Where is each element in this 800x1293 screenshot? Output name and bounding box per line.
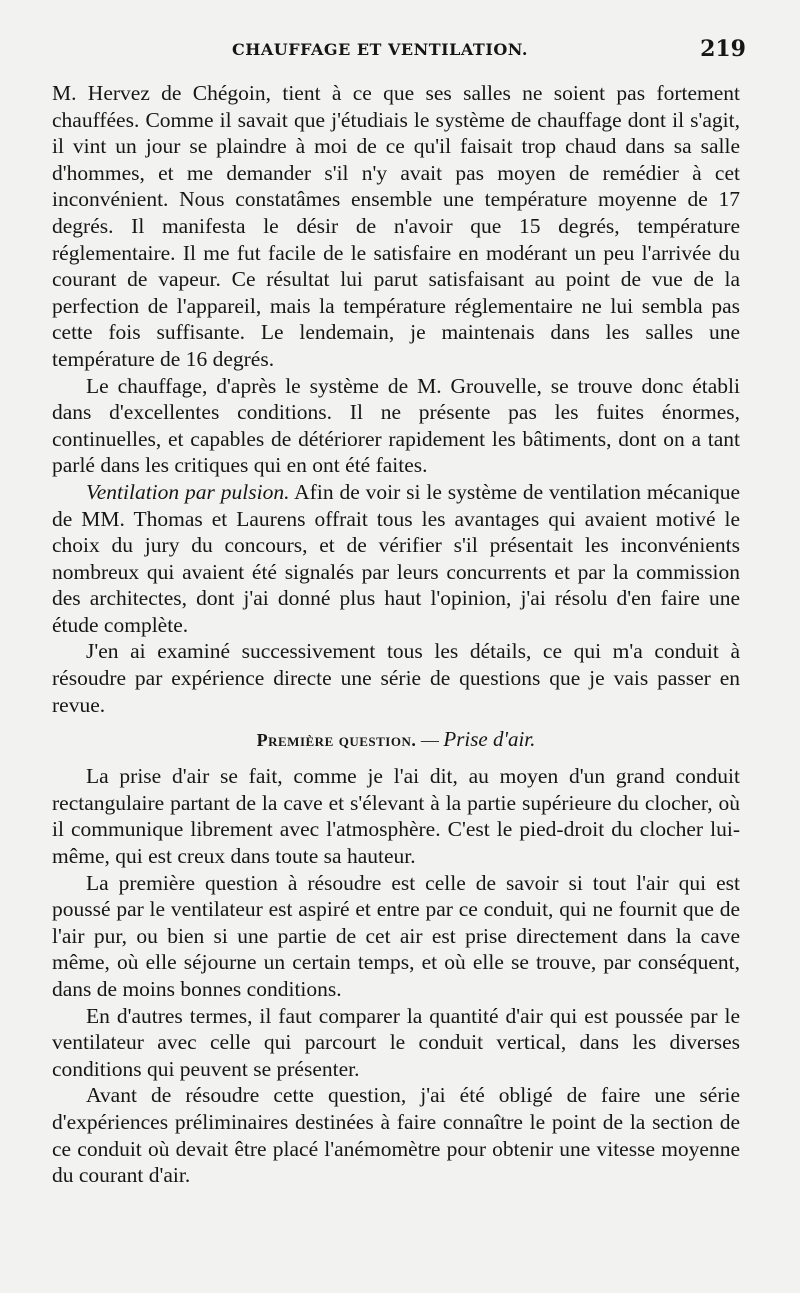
section-heading-label: Première question. xyxy=(256,730,417,751)
paragraph xyxy=(52,638,740,718)
body-text xyxy=(52,80,740,1189)
paragraph-text: Avant de résoudre cette question, j'ai été obligé de faire une série d'expériences préliminaires destinées à faire connaître le point de la section de ce conduit où devait être placé l'anémomètre pour obtenir une vitesse moyenne du courant d'air. xyxy=(52,1083,740,1188)
section-heading-title: Prise d'air. xyxy=(443,727,536,752)
book-page xyxy=(52,32,746,1262)
page-number: 219 xyxy=(700,36,746,62)
paragraph xyxy=(52,870,740,1003)
paragraph xyxy=(52,373,740,479)
paragraph-text: M. Hervez de Chégoin, tient à ce que ses salles ne soient pas fortement chauffées. Comme il savait que j'étudiais le système de chauffage dont il s'agit, il vint un jour se plaindre à moi de ce qu'il faisait trop chaud dans sa salle d'hommes, et me demander s'il n'y avait pas moyen de remédier à cet inconvénient. Nous constatâmes ensemble une température moyenne de 17 degrés. Il manifesta le désir de n'avoir que 15 degrés, température réglementaire. Il me fut facile de le satisfaire en modérant un peu l'arrivée du courant de vapeur. Ce résultat lui parut satisfaisant au point de vue de la perfection de l'appareil, mais la température réglementaire ne lui sembla pas cette fois suffisante. Le lendemain, je maintenais dans les salles une température de 16 degrés. xyxy=(52,81,740,371)
paragraph xyxy=(52,1082,740,1188)
paragraph-text: La prise d'air se fait, comme je l'ai dit, au moyen d'un grand conduit rectangulaire partant de la cave et s'élevant à la partie supérieure du clocher, où il communique librement avec l'atmosphère. C'est le pied-droit du clocher lui-même, qui est creux dans toute sa hauteur. xyxy=(52,764,740,869)
paragraph xyxy=(52,80,740,373)
paragraph xyxy=(52,479,740,639)
paragraph-text: En d'autres termes, il faut comparer la quantité d'air qui est poussée par le ventilateur avec celle qui parcourt le conduit vertical, dans les diverses conditions qui peuvent se présenter. xyxy=(52,1003,740,1081)
running-head: CHAUFFAGE ET VENTILATION. xyxy=(232,40,528,59)
section-heading-dash: — xyxy=(416,730,444,751)
paragraph-text: La première question à résoudre est celle de savoir si tout l'air qui est poussé par le ventilateur est aspiré et entre par ce conduit, qui ne fournit que de l'air pur, ou bien si une partie de cet air est prise directement dans la cave même, où elle séjourne un certain temps, et où elle se trouve, par conséquent, dans de moins bonnes conditions. xyxy=(52,870,740,1001)
paragraph-text: J'en ai examiné successivement tous les détails, ce qui m'a conduit à résoudre par expérience directe une série de questions que je vais passer en revue. xyxy=(52,639,740,717)
paragraph xyxy=(52,1003,740,1083)
paragraph xyxy=(52,763,740,869)
page-header xyxy=(52,32,746,76)
paragraph-text: Afin de voir si le système de ventilation mécanique de MM. Thomas et Laurens offrait tous les avantages qui avaient motivé le choix du jury du concours, et de vérifier s'il présentait les inconvénients nombreux qui avaient été signalés par leurs concurrents et par la commission des architectes, dont j'ai donné plus haut l'opinion, j'ai résolu d'en faire une étude complète. xyxy=(52,479,740,637)
paragraph-text: Le chauffage, d'après le système de M. Grouvelle, se trouve donc établi dans d'excellentes conditions. Il ne présente pas les fuites énormes, continuelles, et capables de détériorer rapidement les bâtiments, dont on a tant parlé dans les critiques qui en ont été faites. xyxy=(52,373,740,478)
section-heading xyxy=(52,726,740,753)
paragraph-lead-italic: Ventilation par pulsion. xyxy=(86,479,290,504)
